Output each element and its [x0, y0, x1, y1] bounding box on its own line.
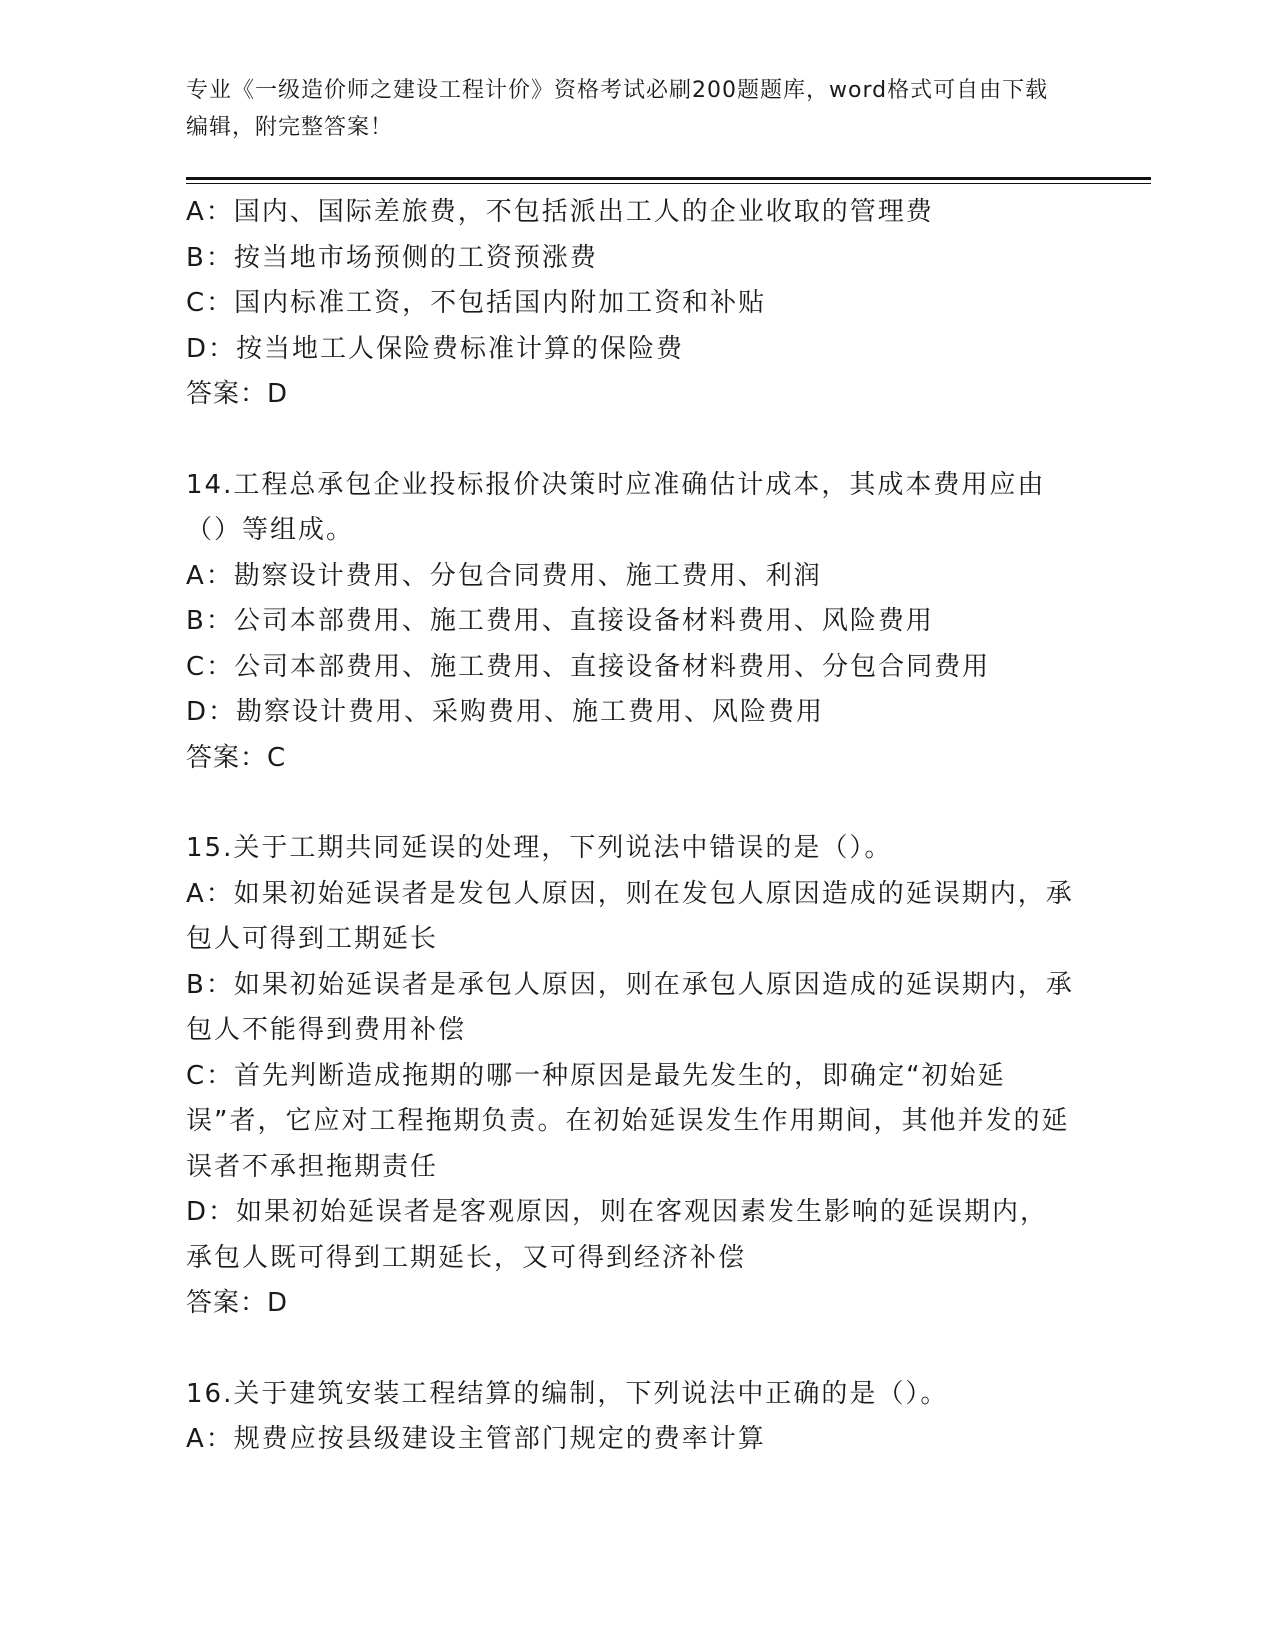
- option-d: D：勘察设计费用、采购费用、施工费用、风险费用: [186, 697, 825, 727]
- option-d: D：如果初始延误者是客观原因，则在客观因素发生影响的延误期内，承包人既可得到工期延长，又可得到经济补偿: [186, 1197, 1049, 1273]
- option-c: C：首先判断造成拖期的哪一种原因是最先发生的，即确定“初始延误”者，它应对工程拖期负责。在初始延误发生作用期间，其他并发的延误者不承担拖期责任: [186, 1060, 1070, 1182]
- option-b: B：按当地市场预侧的工资预涨费: [186, 242, 598, 273]
- spacer: [186, 781, 1076, 826]
- option-d: D：按当地工人保险费标准计算的保险费: [186, 333, 685, 364]
- option-a: A：国内、国际差旅费，不包括派出工人的企业收取的管理费: [186, 197, 934, 227]
- spacer: [186, 418, 1076, 463]
- option-a: A：勘察设计费用、分包合同费用、施工费用、利润: [186, 560, 822, 591]
- question-block-13: [186, 190, 1076, 418]
- question-block-14: [186, 463, 1076, 782]
- answer: 答案：D: [186, 1288, 289, 1318]
- document-body: [186, 190, 1076, 1463]
- page-header: 专业《一级造价师之建设工程计价》资格考试必刷200题题库，word格式可自由下载编辑，附完整答案！: [186, 78, 1049, 140]
- question-block-15: [186, 826, 1076, 1327]
- answer: 答案：D: [186, 379, 289, 409]
- question-text: 16.关于建筑安装工程结算的编制，下列说法中正确的是（）。: [186, 1378, 949, 1409]
- option-b: B：公司本部费用、施工费用、直接设备材料费用、风险费用: [186, 606, 934, 636]
- option-c: C：公司本部费用、施工费用、直接设备材料费用、分包合同费用: [186, 651, 991, 682]
- option-b: B：如果初始延误者是承包人原因，则在承包人原因造成的延误期内，承包人不能得到费用补偿: [186, 969, 1074, 1045]
- option-a: A：规费应按县级建设主管部门规定的费率计算: [186, 1424, 766, 1454]
- answer: 答案：C: [186, 742, 287, 773]
- option-c: C：国内标准工资，不包括国内附加工资和补贴: [186, 288, 767, 318]
- question-block-16: [186, 1372, 1076, 1463]
- question-text: 15.关于工期共同延误的处理，下列说法中错误的是（）。: [186, 833, 893, 863]
- header-rule-thin: [186, 183, 1151, 184]
- option-a: A：如果初始延误者是发包人原因，则在发包人原因造成的延误期内，承包人可得到工期延长: [186, 878, 1074, 954]
- question-text: 14.工程总承包企业投标报价决策时应准确估计成本，其成本费用应由（）等组成。: [186, 469, 1046, 545]
- header-rule-thick: [186, 177, 1151, 180]
- spacer: [186, 1327, 1076, 1372]
